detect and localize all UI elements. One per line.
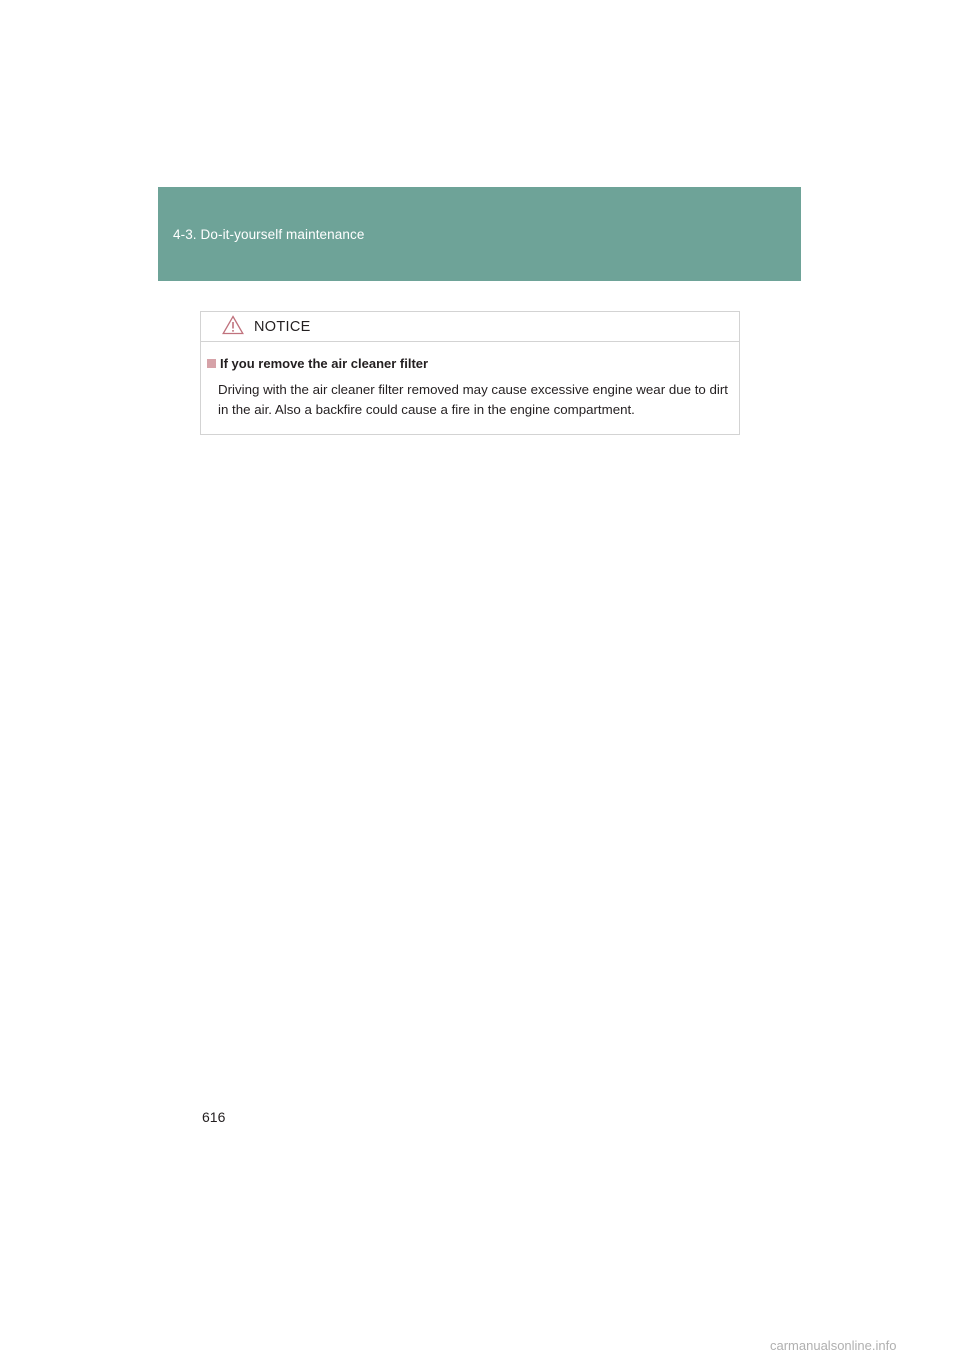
notice-item-heading-row bbox=[207, 356, 428, 371]
section-title: 4-3. Do-it-yourself maintenance bbox=[173, 227, 365, 242]
notice-item-body: Driving with the air cleaner filter removed may cause excessive engine wear due to dirt in the air. Also a backfire could cause a fire in the engine compartment. bbox=[218, 382, 728, 417]
notice-label: NOTICE bbox=[254, 319, 311, 335]
notice-box bbox=[200, 311, 740, 435]
watermark-text: carmanualsonline.info bbox=[770, 1338, 897, 1353]
section-header-band bbox=[158, 187, 801, 281]
notice-header bbox=[201, 312, 739, 342]
notice-item-heading: If you remove the air cleaner filter bbox=[220, 356, 429, 371]
square-bullet-icon bbox=[207, 359, 216, 368]
page-number: 616 bbox=[202, 1109, 226, 1125]
warning-triangle-icon bbox=[222, 315, 244, 335]
